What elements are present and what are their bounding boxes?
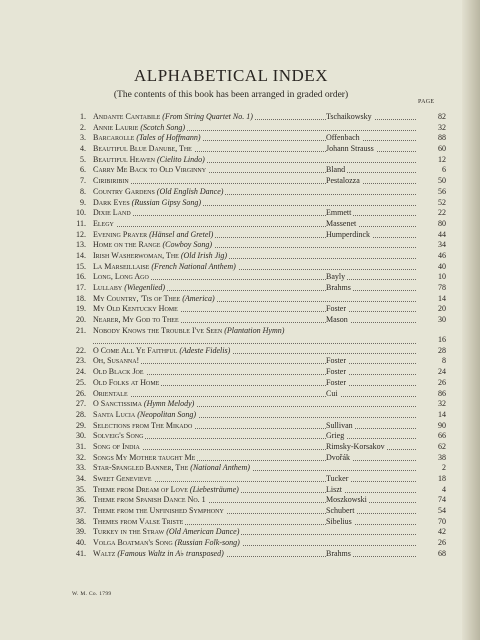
index-entry — [70, 517, 446, 528]
entry-page: 32 — [438, 399, 446, 409]
entry-note: (Cielito Lindo) — [155, 154, 205, 164]
entry-composer: Brahms — [326, 283, 351, 292]
index-entry — [70, 155, 446, 166]
entry-title: Theme from the Unfinished Symphony — [93, 506, 224, 516]
index-entry — [70, 463, 446, 474]
entry-title: Star-Spangled Banner, The — [93, 463, 189, 473]
entry-number: 31. — [76, 441, 86, 451]
index-entry — [70, 421, 446, 432]
entry-composer: Moszkowski — [326, 495, 367, 505]
entry-note: (America) — [180, 293, 215, 303]
entry-composer: Dvořák — [326, 452, 350, 462]
entry-page: 88 — [438, 133, 446, 143]
entry-title: Beautiful Blue Danube, The — [93, 144, 192, 154]
entry-page: 50 — [438, 176, 446, 186]
entry-page: 44 — [438, 229, 446, 239]
entry-title: My Country, 'Tis of Thee — [93, 293, 181, 303]
entry-page: 26 — [438, 538, 446, 548]
entry-number: 23. — [76, 356, 86, 366]
entry-title-group — [93, 262, 238, 273]
index-entry — [70, 251, 446, 262]
entry-page: 90 — [438, 420, 446, 430]
entry-composer: Sibelius — [326, 516, 352, 526]
entry-number: 41. — [76, 548, 86, 558]
entry-page: 70 — [438, 516, 446, 526]
entry-title-group — [93, 123, 187, 134]
entry-page: 20 — [438, 304, 446, 314]
index-entry — [70, 133, 446, 144]
index-entry — [70, 367, 446, 378]
entry-composer: Liszt — [326, 484, 342, 494]
entry-note: (From String Quartet No. 1) — [160, 112, 253, 121]
entry-page: 46 — [438, 250, 446, 260]
entry-title: Songs My Mother taught Me — [93, 452, 196, 462]
index-entry — [70, 326, 446, 346]
entry-note: (Adeste Fidelis) — [177, 345, 231, 355]
entry-composer: Emmett — [326, 208, 352, 218]
entry-title-group — [93, 187, 225, 198]
entry-number: 30. — [76, 431, 86, 441]
entry-title-group — [93, 549, 226, 560]
entry-title: Nearer, My God to Thee — [93, 315, 179, 325]
entry-title-group — [93, 304, 180, 315]
entry-title-group — [93, 538, 242, 549]
entry-title: O Come All Ye Faithful — [93, 345, 178, 355]
entry-note: (National Anthem) — [188, 463, 250, 473]
entry-number: 20. — [76, 315, 86, 325]
index-entry — [70, 356, 446, 367]
index-entry — [70, 410, 446, 421]
entry-note: (Russian Folk-song) — [172, 538, 240, 548]
entry-number: 8. — [80, 186, 86, 196]
entry-number: 11. — [76, 218, 86, 228]
entry-composer: Grieg — [326, 431, 345, 441]
entry-composer: Massenet — [326, 218, 357, 228]
entry-number: 16. — [76, 272, 86, 282]
entry-title-group — [93, 326, 393, 336]
entry-title-group — [93, 240, 214, 251]
entry-title: Oh, Susanna! — [93, 356, 140, 366]
entry-number: 17. — [76, 283, 86, 292]
entry-page: 18 — [438, 474, 446, 483]
entry-note: (Old American Dance) — [164, 527, 240, 537]
leader-dots — [93, 183, 416, 184]
index-entry — [70, 453, 446, 464]
entry-page: 14 — [438, 409, 446, 419]
entry-note: (Hänsel and Gretel) — [147, 229, 214, 239]
entry-title: Waltz — [93, 548, 116, 558]
entry-number: 33. — [76, 463, 86, 473]
index-entry — [70, 294, 446, 305]
index-entry — [70, 123, 446, 134]
index-entry — [70, 176, 446, 187]
entry-page: 40 — [438, 261, 446, 271]
entry-title: Carry Me Back to Old Virginny — [93, 165, 207, 175]
entry-title: Orientale — [93, 388, 128, 398]
entry-title: Ciribiribin — [93, 176, 129, 186]
entry-number: 2. — [80, 122, 86, 132]
index-entry — [70, 549, 446, 560]
entry-title-group — [93, 155, 207, 166]
entry-number: 24. — [76, 367, 86, 377]
index-entry — [70, 389, 446, 400]
entry-page: 78 — [438, 283, 446, 292]
entry-title: Song of India — [93, 441, 140, 451]
entry-note: (Tales of Hoffmann) — [134, 133, 201, 143]
leader-dots — [93, 396, 416, 397]
entry-number: 40. — [76, 538, 86, 548]
entry-composer: Pestalozza — [326, 176, 360, 186]
index-entry — [70, 230, 446, 241]
entry-composer: Foster — [326, 367, 346, 377]
entry-title-group — [93, 251, 229, 262]
entry-page: 82 — [438, 112, 446, 121]
index-entry — [70, 495, 446, 506]
entry-page: 2 — [442, 463, 446, 473]
entry-title-group — [93, 219, 116, 230]
index-entry — [70, 315, 446, 326]
entry-composer: Humperdinck — [326, 229, 370, 239]
entry-note: (Liebesträume) — [187, 484, 239, 494]
entry-page: 38 — [438, 452, 446, 462]
entry-title-group — [93, 495, 208, 506]
index-entry — [70, 144, 446, 155]
entry-note: (Famous Waltz in A♭ transposed) — [115, 548, 224, 558]
entry-number: 32. — [76, 452, 86, 462]
entry-page: 8 — [442, 356, 446, 366]
entry-composer: Sullivan — [326, 420, 353, 430]
index-entry — [70, 431, 446, 442]
entry-page: 24 — [438, 367, 446, 377]
entry-title-group — [93, 144, 194, 155]
entry-title-group — [93, 208, 133, 219]
entry-number: 25. — [76, 377, 86, 387]
entry-title-group — [93, 133, 203, 144]
entry-page: 4 — [442, 484, 446, 494]
entry-note: (Neopolitan Song) — [135, 409, 197, 419]
entry-number: 37. — [76, 506, 86, 516]
entry-page: 14 — [438, 293, 446, 303]
entry-title-group — [93, 506, 226, 517]
entry-title: Evening Prayer — [93, 229, 148, 239]
entry-title-group — [93, 176, 131, 187]
entry-title: Selections from The Mikado — [93, 420, 193, 430]
entry-title-group — [93, 474, 154, 485]
entry-composer: Tschaikowsky — [326, 112, 372, 121]
entry-title: Home on the Range — [93, 240, 161, 250]
entry-title: Irish Washerwoman, The — [93, 250, 179, 260]
entry-number: 38. — [76, 516, 86, 526]
entry-page: 28 — [438, 345, 446, 355]
entry-title-group — [93, 517, 185, 528]
entry-number: 26. — [76, 388, 86, 398]
entry-page: 62 — [438, 441, 446, 451]
entry-number: 22. — [76, 345, 86, 355]
entry-title: Theme from Dream of Love — [93, 484, 188, 494]
entry-number: 9. — [80, 197, 86, 207]
index-entry — [70, 208, 446, 219]
entry-title-group — [93, 389, 130, 400]
entry-composer: Foster — [326, 377, 346, 387]
entry-composer: Foster — [326, 356, 346, 366]
entry-note: (Old English Dance) — [154, 186, 224, 196]
entry-composer: Offenbach — [326, 133, 360, 143]
entry-note: (Plantation Hymn) — [222, 325, 285, 335]
entry-title: Country Gardens — [93, 186, 155, 196]
entry-number: 3. — [80, 133, 86, 143]
entry-number: 14. — [76, 250, 86, 260]
entry-title: My Old Kentucky Home — [93, 304, 178, 314]
index-entry — [70, 240, 446, 251]
entry-title-group — [93, 294, 217, 305]
entry-number: 13. — [76, 240, 86, 250]
entry-title: Barcarolle — [93, 133, 135, 143]
index-entry — [70, 442, 446, 453]
index-entry — [70, 378, 446, 389]
page-column-header: PAGE — [418, 99, 435, 105]
entry-page: 80 — [438, 218, 446, 228]
entry-page: 52 — [438, 197, 446, 207]
entry-page: 74 — [438, 495, 446, 505]
index-entry — [70, 474, 446, 485]
entry-number: 21. — [76, 325, 86, 335]
entry-page: 16 — [438, 334, 446, 344]
entry-number: 12. — [76, 229, 86, 239]
leader-dots — [93, 226, 416, 227]
entry-page: 22 — [438, 208, 446, 218]
entry-title-group — [93, 367, 146, 378]
entry-composer: Foster — [326, 304, 346, 314]
entry-title: Turkey in the Straw — [93, 527, 165, 537]
entry-title: Theme from Spanish Dance No. 1 — [93, 495, 206, 505]
entry-number: 15. — [76, 261, 86, 271]
entry-number: 1. — [80, 112, 86, 121]
index-entry — [70, 527, 446, 538]
entry-page: 12 — [438, 154, 446, 164]
entry-composer: Brahms — [326, 548, 351, 558]
page-edge — [462, 0, 480, 640]
entry-title-group — [93, 442, 142, 453]
index-entry — [70, 283, 446, 294]
publisher-code: W. M. Co. 1799 — [72, 591, 112, 597]
entry-title-group — [93, 463, 252, 474]
entry-composer: Schubert — [326, 506, 355, 516]
entry-title: Santa Lucia — [93, 409, 136, 419]
entry-title: Lullaby — [93, 283, 123, 292]
index-entry — [70, 262, 446, 273]
entry-title-group — [93, 165, 208, 176]
index-entry — [70, 219, 446, 230]
entry-page: 68 — [438, 548, 446, 558]
index-entry — [70, 346, 446, 357]
entry-title-group — [93, 112, 255, 123]
entry-note: (Scotch Song) — [138, 122, 185, 132]
entry-number: 36. — [76, 495, 86, 505]
leader-dots — [93, 215, 416, 216]
entry-title: La Marseillaise — [93, 261, 150, 271]
entry-page: 42 — [438, 527, 446, 537]
entry-number: 4. — [80, 144, 86, 154]
entry-title-group — [93, 378, 161, 389]
index-entry — [70, 485, 446, 496]
index-entry — [70, 506, 446, 517]
entry-number: 5. — [80, 154, 86, 164]
entry-page: 10 — [438, 272, 446, 282]
entry-composer: Mason — [326, 315, 348, 325]
entry-title: Solveig's Song — [93, 431, 144, 441]
entry-note: (Wiegenlied) — [122, 283, 166, 292]
index-entry — [70, 165, 446, 176]
entry-title: Dixie Land — [93, 208, 131, 218]
entry-page: 54 — [438, 506, 446, 516]
entry-composer: Bayly — [326, 272, 346, 282]
entry-page: 34 — [438, 240, 446, 250]
index-entry — [70, 538, 446, 549]
entry-title: Old Black Joe — [93, 367, 144, 377]
entry-number: 18. — [76, 293, 86, 303]
entry-title: Andante Cantabile — [93, 112, 161, 121]
index-entry — [70, 304, 446, 315]
entry-title: Themes from Valse Triste — [93, 516, 184, 526]
entry-title: Annie Laurie — [93, 122, 139, 132]
leader-dots — [93, 343, 416, 344]
entry-title-group — [93, 431, 145, 442]
entry-title-group — [93, 272, 151, 283]
entry-title-group — [93, 356, 141, 367]
entry-composer: Cui — [326, 388, 338, 398]
entry-composer: Bland — [326, 165, 346, 175]
index-list — [70, 112, 446, 560]
entry-title: Dark Eyes — [93, 197, 130, 207]
entry-number: 6. — [80, 165, 86, 175]
entry-title-group — [93, 315, 181, 326]
entry-note: (Cowboy Song) — [160, 240, 213, 250]
entry-title: Long, Long Ago — [93, 272, 149, 282]
entry-number: 39. — [76, 527, 86, 537]
entry-title: Beautiful Heaven — [93, 154, 155, 164]
entry-composer: Tucker — [326, 474, 349, 483]
entry-title: Elegy — [93, 218, 114, 228]
entry-title-group — [93, 283, 167, 294]
entry-number: 34. — [76, 474, 86, 483]
index-entry — [70, 198, 446, 209]
index-entry — [70, 112, 446, 123]
entry-number: 19. — [76, 304, 86, 314]
entry-page: 56 — [438, 186, 446, 196]
entry-number: 35. — [76, 484, 86, 494]
entry-title-group — [93, 399, 196, 410]
index-title: ALPHABETICAL INDEX — [134, 66, 328, 85]
entry-title: O Sanctissima — [93, 399, 142, 409]
index-entry — [70, 399, 446, 410]
entry-title-group — [93, 410, 198, 421]
entry-number: 29. — [76, 420, 86, 430]
entry-page: 26 — [438, 377, 446, 387]
entry-number: 10. — [76, 208, 86, 218]
index-subtitle: (The contents of this book has been arranged in graded order) — [113, 90, 349, 100]
entry-page: 66 — [438, 431, 446, 441]
entry-page: 6 — [442, 165, 446, 175]
entry-number: 28. — [76, 409, 86, 419]
entry-note: (Hymn Melody) — [141, 399, 195, 409]
index-entry — [70, 187, 446, 198]
index-entry — [70, 272, 446, 283]
entry-page: 86 — [438, 388, 446, 398]
entry-title-group — [93, 527, 241, 538]
entry-note: (French National Anthem) — [149, 261, 236, 271]
entry-composer: Johann Strauss — [326, 144, 374, 154]
entry-page: 60 — [438, 144, 446, 154]
entry-note: (Old Irish Jig) — [178, 250, 228, 260]
entry-title-group — [93, 485, 241, 496]
entry-title: Volga Boatman's Song — [93, 538, 173, 548]
entry-title: Sweet Genevieve — [93, 474, 152, 483]
entry-title-group — [93, 453, 197, 464]
entry-title-group — [93, 421, 194, 432]
entry-composer: Rimsky-Korsakov — [326, 441, 385, 451]
entry-number: 27. — [76, 399, 86, 409]
entry-page: 30 — [438, 315, 446, 325]
entry-title-group — [93, 230, 215, 241]
entry-title: Old Folks at Home — [93, 377, 160, 387]
entry-note: (Russian Gipsy Song) — [129, 197, 201, 207]
entry-title: Nobody Knows the Trouble I've Seen — [93, 325, 223, 335]
entry-page: 32 — [438, 122, 446, 132]
entry-title-group — [93, 198, 203, 209]
entry-title-group — [93, 346, 232, 357]
entry-number: 7. — [80, 176, 86, 186]
leader-dots — [93, 363, 416, 364]
